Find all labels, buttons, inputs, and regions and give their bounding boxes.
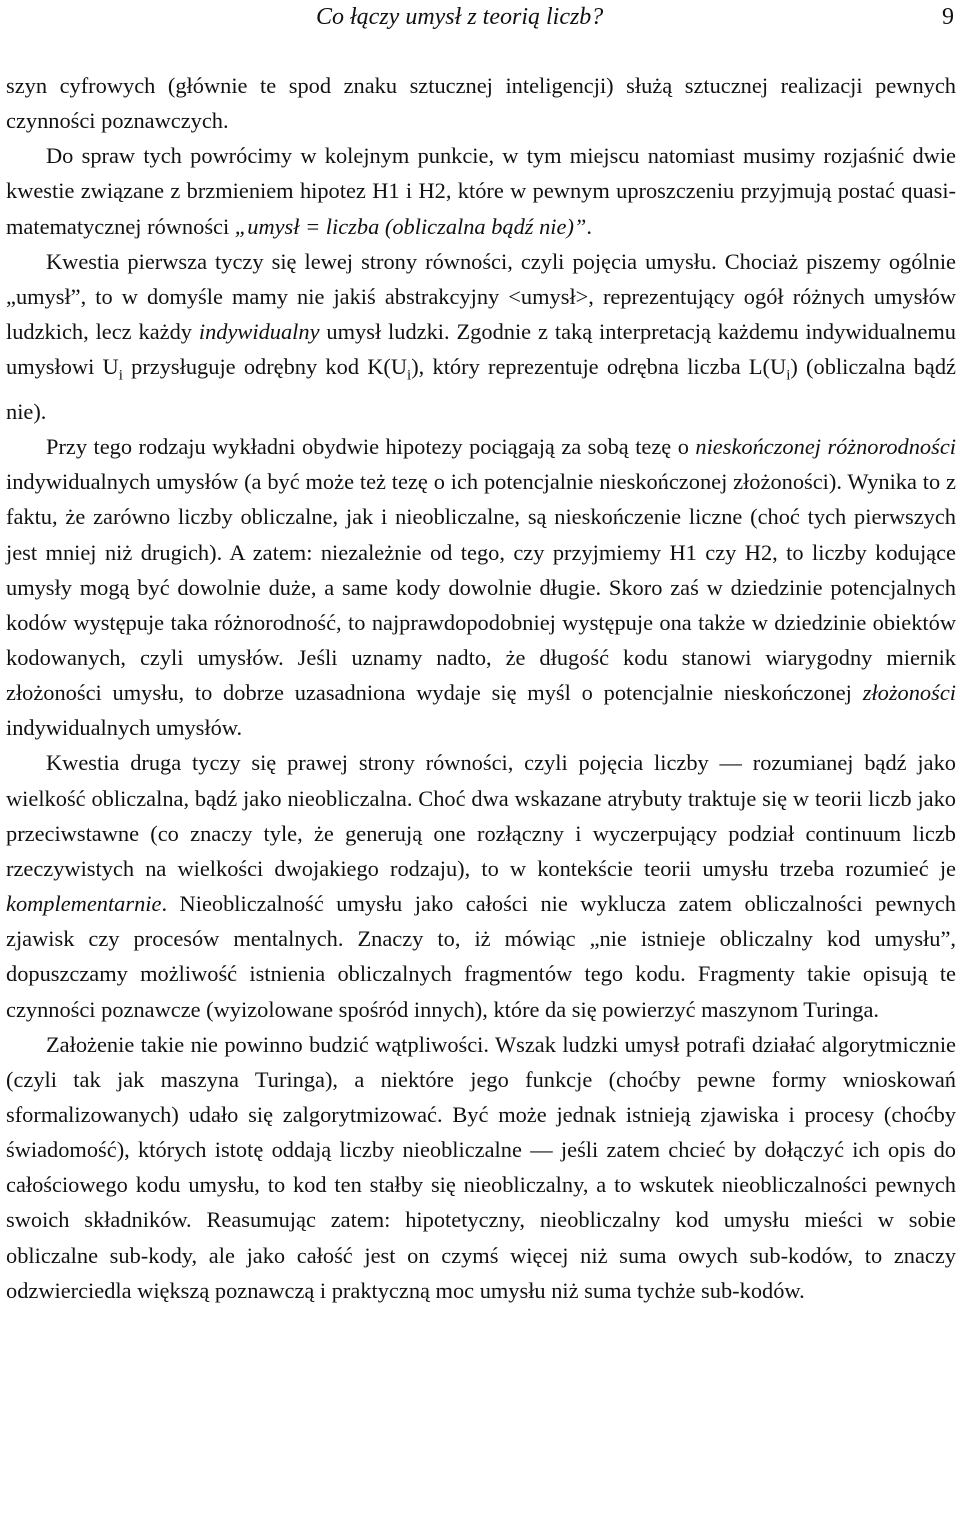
running-header bbox=[6, 0, 956, 34]
italic-text: złożoności bbox=[862, 680, 956, 706]
text-run: indywidualnych umysłów. bbox=[6, 715, 243, 741]
page-number: 9 bbox=[942, 4, 954, 30]
text-run: Kwestia pierwsza tyczy się lewej strony równości, czyli pojęcia umysłu. Chociaż piszemy ogólnie „umysł”, to w domyśle mamy nie jakiś abstrakcyjny <umysł>, reprezentujący ogół różnych umysłów ludzkich, lecz każdy bbox=[6, 248, 956, 345]
document-page bbox=[6, 0, 956, 1308]
text-run: szyn cyfrowych (głównie te spod znaku sztucznej inteligencji) służą sztucznej realizacji pewnych czynności poznawczych. bbox=[6, 73, 956, 134]
text-run: ) (obliczalna bądź nie). bbox=[6, 354, 956, 424]
paragraph bbox=[6, 244, 956, 429]
paragraph bbox=[6, 1027, 956, 1308]
body-text bbox=[6, 68, 956, 1308]
running-header-title: Co łączy umysł z teorią liczb? bbox=[316, 4, 604, 30]
text-run: Przy tego rodzaju wykładni obydwie hipotezy pociągają za sobą tezę o bbox=[46, 434, 696, 460]
text-run: Kwestia druga tyczy się prawej strony równości, czyli pojęcia liczby — rozumianej bądź jako wielkość obliczalna, bądź jako nieobliczalna. Choć dwa wskazane atrybuty traktuje się w teorii liczb jako przeciwstawne (co znaczy tyle, że generują one rozłączny i wyczerpujący podział continuum liczb rzeczywistych na wielkości dwojakiego rodzaju), to w kontekście teorii umysłu trzeba rozumieć je bbox=[6, 750, 956, 881]
italic-text: indywidualny bbox=[198, 319, 320, 345]
paragraph bbox=[6, 745, 956, 1026]
italic-text: nieskończonej różnorodności bbox=[695, 434, 956, 460]
text-run: . Nieobliczalność umysłu jako całości nie wyklucza zatem obliczalności pewnych zjawisk czy procesów mentalnych. Znaczy to, iż mówiąc „nie istnieje obliczalny kod umysłu”, dopuszczamy możliwość istnienia obliczalnych fragmentów tego kodu. Fragmenty takie opisują te czynności poznawcze (wyizolowane spośród innych), które da się powierzyć maszynom Turinga. bbox=[6, 891, 956, 1022]
subscript: i bbox=[118, 367, 123, 384]
text-run: przysługuje odrębny kod K(U bbox=[122, 354, 408, 380]
text-run: . bbox=[586, 213, 592, 239]
paragraph bbox=[6, 429, 956, 745]
italic-text: komplementarnie bbox=[6, 891, 162, 917]
text-run: umysł ludzki. Zgodnie z taką interpretacją każdemu indywidualnemu umysłowi U bbox=[6, 319, 956, 380]
paragraph bbox=[6, 138, 956, 243]
text-run: indywidualnych umysłów (a być może też tezę o ich potencjalnie nieskończonej złożoności). Wynika to z faktu, że zarówno liczby obliczalne, jak i nieobliczalne, są nieskończenie liczne (choć tych pierwszych jest mniej niż drugich). A zatem: niezależnie od tego, czy przyjmiemy H1 czy H2, to liczby kodujące umysły mogą być dowolnie duże, a same kody dowolnie długie. Skoro zaś w dziedzinie potencjalnych kodów występuje taka różnorodność, to najprawdopodobniej występuje ona także w dziedzinie obiektów kodowanych, czyli umysłów. Jeśli uznamy nadto, że długość kodu stanowi wiarygodny miernik złożoności umysłu, to dobrze uzasadniona wydaje się myśl o potencjalnie nieskończonej bbox=[6, 469, 956, 706]
paragraph bbox=[6, 68, 956, 138]
text-run: Do spraw tych powrócimy w kolejnym punkcie, w tym miejscu natomiast musimy rozjaśnić dwie kwestie związane z brzmieniem hipotez H1 i H2, które w pewnym uproszczeniu przyjmują postać quasi-matematycznej równości bbox=[6, 143, 956, 239]
text-run: ), który reprezentuje odrębna liczba L(U bbox=[411, 354, 787, 380]
text-run: Założenie takie nie powinno budzić wątpliwości. Wszak ludzki umysł potrafi działać algorytmicznie (czyli tak jak maszyna Turinga), a niektóre jego funkcje (choćby pewne formy wnioskowań sformalizowanych) udało się zalgorytmizować. Być może jednak istnieją zjawiska i procesy (choćby świadomość), których istotę oddają liczby nieobliczalne — jeśli zatem chcieć by dołączyć ich opis do całościowego kodu umysłu, to kod ten stałby się nieobliczalny, a to wskutek nieobliczalności pewnych swoich składników. Reasumując zatem: hipotetyczny, nieobliczalny kod umysłu mieści w sobie obliczalne sub-kody, ale jako całość jest on czymś więcej niż suma owych sub-kodów, to znaczy odzwierciedla większą poznawczą i praktyczną moc umysłu niż suma tychże sub-kodów. bbox=[6, 1031, 956, 1303]
subscript: i bbox=[786, 367, 791, 384]
subscript: i bbox=[407, 367, 412, 384]
italic-text: „umysł = liczba (obliczalna bądź nie)” bbox=[234, 213, 587, 239]
